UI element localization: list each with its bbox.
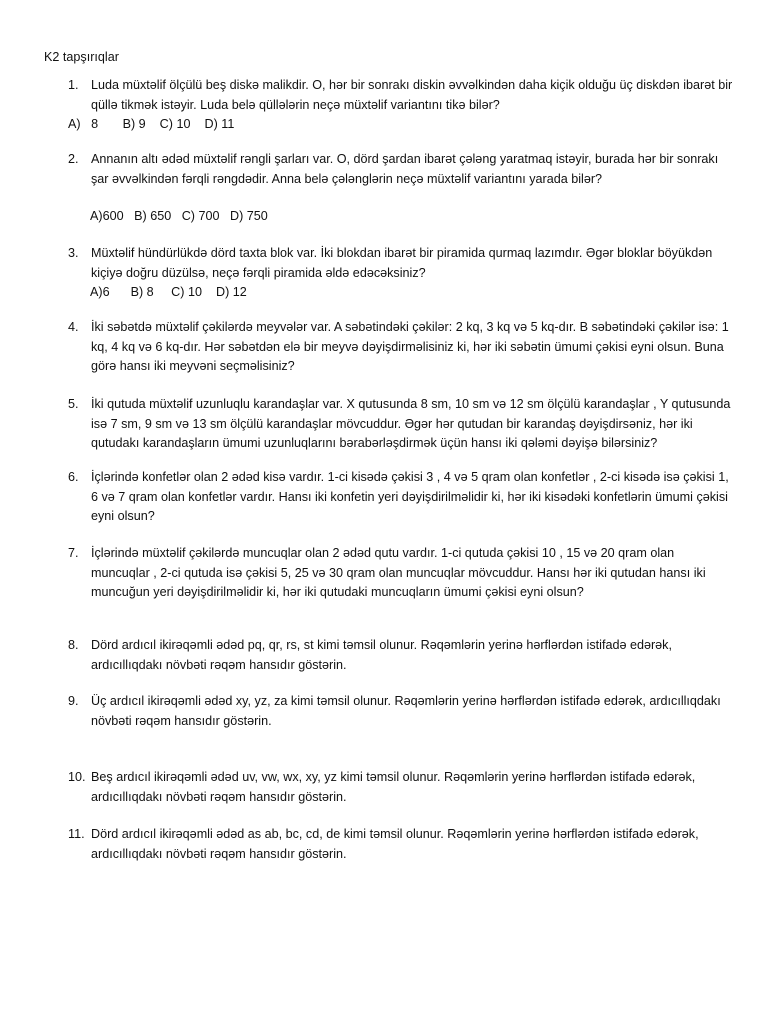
question-7 [68,544,733,603]
question-text: Beş ardıcıl ikirəqəmli ədəd uv, vw, wx, xy, yz kimi təmsil olunur. Rəqəmlərin yerinə hərflərdən istifadə edərək, ardıcıllıqdakı növbəti rəqəm hansıdır göstərin. [91,770,696,804]
question-number: 7. [68,546,79,560]
question-text: Dörd ardıcıl ikirəqəmli ədəd as ab, bc, cd, de kimi təmsil olunur. Rəqəmlərin yerinə hərflərdən istifadə edərək, ardıcıllıqdakı növbəti rəqəm hansıdır göstərin. [91,827,699,861]
question-text: İçlərində konfetlər olan 2 ədəd kisə vardır. 1-ci kisədə çəkisi 3 , 4 və 5 qram olan konfetlər , 2-ci kisədə isə çəkisi 1, 6 və 7 qram olan konfetlər vardır. Hansı iki konfetin yeri dəyişdirilməlidir ki, hər iki kisədəki konfetlərin ümumi çəkisi eyni olsun? [91,470,729,523]
question-text: İçlərində müxtəlif çəkilərdə muncuqlar olan 2 ədəd qutu vardır. 1-ci qutuda çəkisi 10 , 15 və 20 qram olan muncuqlar , 2-ci qutuda isə çəkisi 5, 25 və 30 qram olan muncuqlar mövcuddur. Hansı hər iki qutudan hansı iki muncuğun yeri dəyişdirilməlidir ki, hər iki qutudaki muncuqların ümumi çəkisi eyni olsun? [91,546,706,599]
question-5 [68,395,733,454]
question-text: İki qutuda müxtəlif uzunluqlu karandaşlar var. X qutusunda 8 sm, 10 sm və 12 sm ölçülü karandaşlar , Y qutusunda isə 7 sm, 9 sm və 13 sm ölçülü karandaşlar mövcuddur. Əgər hər qutudan bir karandaş dəyişdirsəniz, hər iki qutudakı karandaşların ümumi uzunluqlarını bərabərləşdirmək üçün hansı iki qələmi dəyişə bilərsiniz? [91,397,731,450]
question-4 [68,318,733,377]
answer-options-q2: A)600 B) 650 C) 700 D) 750 [90,209,268,223]
question-2 [68,150,733,189]
question-text: Luda müxtəlif ölçülü beş diskə malikdir. O, hər bir sonrakı diskin əvvəlkindən daha kiçik olduğu üç diskdən ibarət bir qüllə tikmək istəyir. Luda belə qüllələrin neçə müxtəlif variantını tikə bilər? [91,78,733,112]
question-number: 3. [68,246,79,260]
question-number: 9. [68,694,79,708]
question-text: İki səbətdə müxtəlif çəkilərdə meyvələr var. A səbətindəki çəkilər: 2 kq, 3 kq və 5 kq-dır. B səbətindəki çəkilər isə: 1 kq, 4 kq və 6 kq-dır. Hər səbətdən elə bir meyvə dəyişdirməlisiniz ki, hər iki səbətin ümumi çəkisi eyni olsun. Buna görə hansı iki meyvəni seçməlisiniz? [91,320,729,373]
question-text: Annanın altı ədəd müxtəlif rəngli şarları var. O, dörd şardan ibarət çələng yaratmaq istəyir, burada hər bir sonrakı şar əvvəlkindən fərqli rəngdədir. Anna belə çələnglərin neçə müxtəlif variantını yarada bilər? [91,152,719,186]
question-text: Üç ardıcıl ikirəqəmli ədəd xy, yz, za kimi təmsil olunur. Rəqəmlərin yerinə hərflərdən istifadə edərək, ardıcıllıqdakı növbəti rəqəm hansıdır göstərin. [91,694,721,728]
question-9 [68,692,733,731]
answer-options-q1: A) 8 B) 9 C) 10 D) 11 [68,117,235,131]
question-11 [68,825,733,864]
question-text: Dörd ardıcıl ikirəqəmli ədəd pq, qr, rs, st kimi təmsil olunur. Rəqəmlərin yerinə hərflərdən istifadə edərək, ardıcıllıqdakı növbəti rəqəm hansıdır göstərin. [91,638,672,672]
question-10 [68,768,733,807]
question-number: 4. [68,320,79,334]
answer-options-q3: A)6 B) 8 C) 10 D) 12 [90,285,247,299]
question-1 [68,76,733,115]
question-number: 2. [68,152,79,166]
question-8 [68,636,733,675]
document-title: K2 tapşırıqlar [44,50,119,64]
question-6 [68,468,733,527]
question-number: 11. [68,827,85,841]
question-number: 6. [68,470,79,484]
question-number: 5. [68,397,79,411]
question-text: Müxtəlif hündürlükdə dörd taxta blok var. İki blokdan ibarət bir piramida qurmaq lazımdır. Əgər bloklar böyükdən kiçiyə doğru düzülsə, neçə fərqli piramida əldə edəcəksiniz? [91,246,713,280]
question-number: 8. [68,638,79,652]
question-3 [68,244,733,283]
question-number: 1. [68,78,79,92]
question-number: 10. [68,770,86,784]
